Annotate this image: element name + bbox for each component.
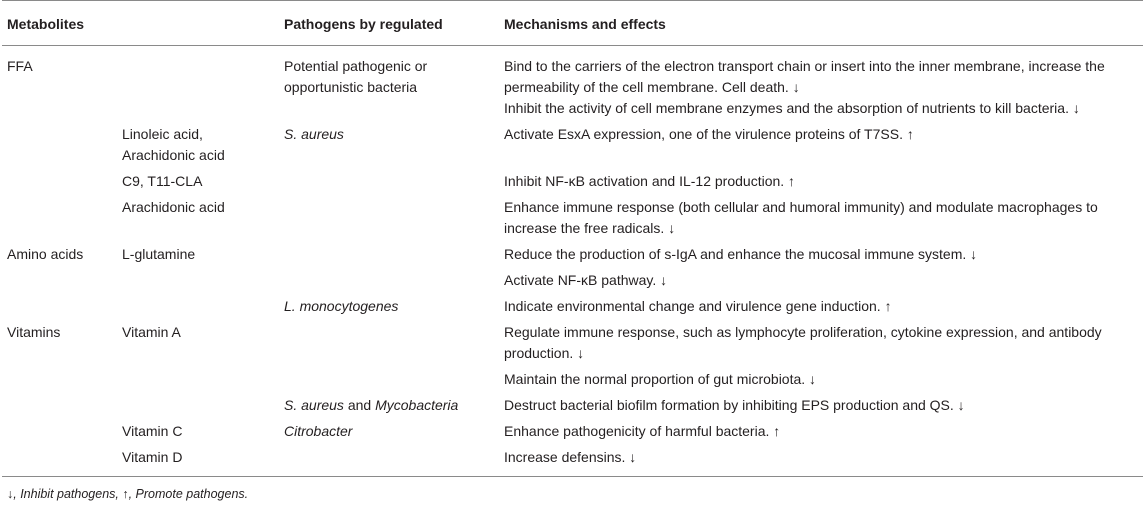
table-row — [2, 447, 1143, 477]
cell-metabolite — [2, 369, 117, 395]
cell-subtype: L-glutamine — [122, 246, 196, 262]
table-row — [2, 124, 1143, 171]
header-subtype — [117, 1, 279, 46]
cell-subtype: Vitamin D — [117, 447, 279, 477]
cell-mechanism: Enhance pathogenicity of harmful bacteria. ↑ — [504, 423, 781, 439]
table-header-row — [2, 1, 1143, 46]
table-row — [2, 322, 1143, 369]
cell-pathogen: L. monocytogenes — [284, 298, 399, 314]
cell-metabolite: Vitamins — [7, 324, 61, 340]
cell-mechanism — [499, 46, 1143, 125]
mechanism-line: Inhibit the activity of cell membrane enzymes and the absorption of nutrients to kill bacteria. ↓ — [504, 100, 1080, 116]
cell-subtype: Vitamin C — [122, 423, 183, 439]
table-row — [2, 171, 1143, 197]
cell-mechanism: Maintain the normal proportion of gut microbiota. ↓ — [504, 371, 817, 387]
cell-subtype: C9, T11-CLA — [122, 173, 203, 189]
cell-metabolite — [2, 171, 117, 197]
table-row — [2, 197, 1143, 244]
cell-metabolite — [2, 296, 117, 322]
pathogen-name: S. aureus — [284, 397, 344, 413]
cell-metabolite — [2, 421, 117, 447]
metabolites-table — [2, 0, 1143, 477]
cell-metabolite — [2, 124, 117, 171]
cell-subtype — [117, 270, 279, 296]
cell-subtype — [117, 395, 279, 421]
cell-pathogen — [279, 244, 499, 270]
pathogen-name: Mycobacteria — [375, 397, 459, 413]
cell-pathogen — [279, 447, 499, 477]
cell-subtype: Vitamin A — [122, 324, 181, 340]
cell-mechanism: Increase defensins. ↓ — [499, 447, 1143, 477]
metabolites-table-container — [2, 0, 1143, 501]
cell-pathogen: Potential pathogenic or opportunistic bacteria — [284, 58, 428, 95]
cell-metabolite — [2, 270, 117, 296]
cell-metabolite: Amino acids — [7, 246, 84, 262]
header-mechanisms: Mechanisms and effects — [499, 1, 1143, 46]
cell-mechanism: Activate EsxA expression, one of the virulence proteins of T7SS. ↑ — [504, 126, 914, 142]
cell-mechanism: Reduce the production of s-IgA and enhance the mucosal immune system. ↓ — [504, 246, 978, 262]
cell-pathogen — [279, 322, 499, 369]
pathogen-conjunction: and — [343, 397, 376, 413]
cell-pathogen — [279, 197, 499, 244]
cell-subtype — [117, 369, 279, 395]
table-row — [2, 296, 1143, 322]
cell-mechanism: Regulate immune response, such as lymphocyte proliferation, cytokine expression, and antibody production. ↓ — [504, 324, 1102, 361]
table-row — [2, 270, 1143, 296]
cell-mechanism: Inhibit NF-κB activation and IL-12 production. ↑ — [504, 173, 796, 189]
cell-mechanism: Destruct bacterial biofilm formation by inhibiting EPS production and QS. ↓ — [504, 397, 965, 413]
cell-metabolite — [2, 197, 117, 244]
cell-metabolite: FFA — [7, 58, 33, 74]
table-footnote: ↓, Inhibit pathogens, ↑, Promote pathogens. — [7, 487, 249, 501]
cell-mechanism: Enhance immune response (both cellular and humoral immunity) and modulate macrophages to increase the free radicals. ↓ — [504, 199, 1098, 236]
table-row — [2, 46, 1143, 125]
cell-subtype — [117, 46, 279, 125]
mechanism-line: Bind to the carriers of the electron transport chain or insert into the inner membrane, increase the permeability of the cell membrane. Cell death. ↓ — [504, 58, 1105, 95]
cell-subtype: Linoleic acid, Arachidonic acid — [122, 126, 225, 163]
table-row — [2, 395, 1143, 421]
cell-subtype: Arachidonic acid — [122, 199, 225, 215]
cell-pathogen — [279, 270, 499, 296]
header-pathogens: Pathogens by regulated — [279, 1, 499, 46]
cell-pathogen: Citrobacter — [284, 423, 353, 439]
table-row — [2, 244, 1143, 270]
cell-mechanism: Activate NF-κB pathway. ↓ — [504, 272, 668, 288]
cell-subtype — [117, 296, 279, 322]
cell-pathogen — [279, 395, 499, 421]
cell-metabolite — [2, 395, 117, 421]
cell-metabolite — [2, 447, 117, 477]
table-row — [2, 421, 1143, 447]
cell-pathogen: S. aureus — [284, 126, 344, 142]
header-metabolites: Metabolites — [2, 1, 117, 46]
table-row — [2, 369, 1143, 395]
cell-mechanism: Indicate environmental change and virulence gene induction. ↑ — [504, 298, 892, 314]
cell-pathogen — [279, 171, 499, 197]
cell-pathogen — [279, 369, 499, 395]
